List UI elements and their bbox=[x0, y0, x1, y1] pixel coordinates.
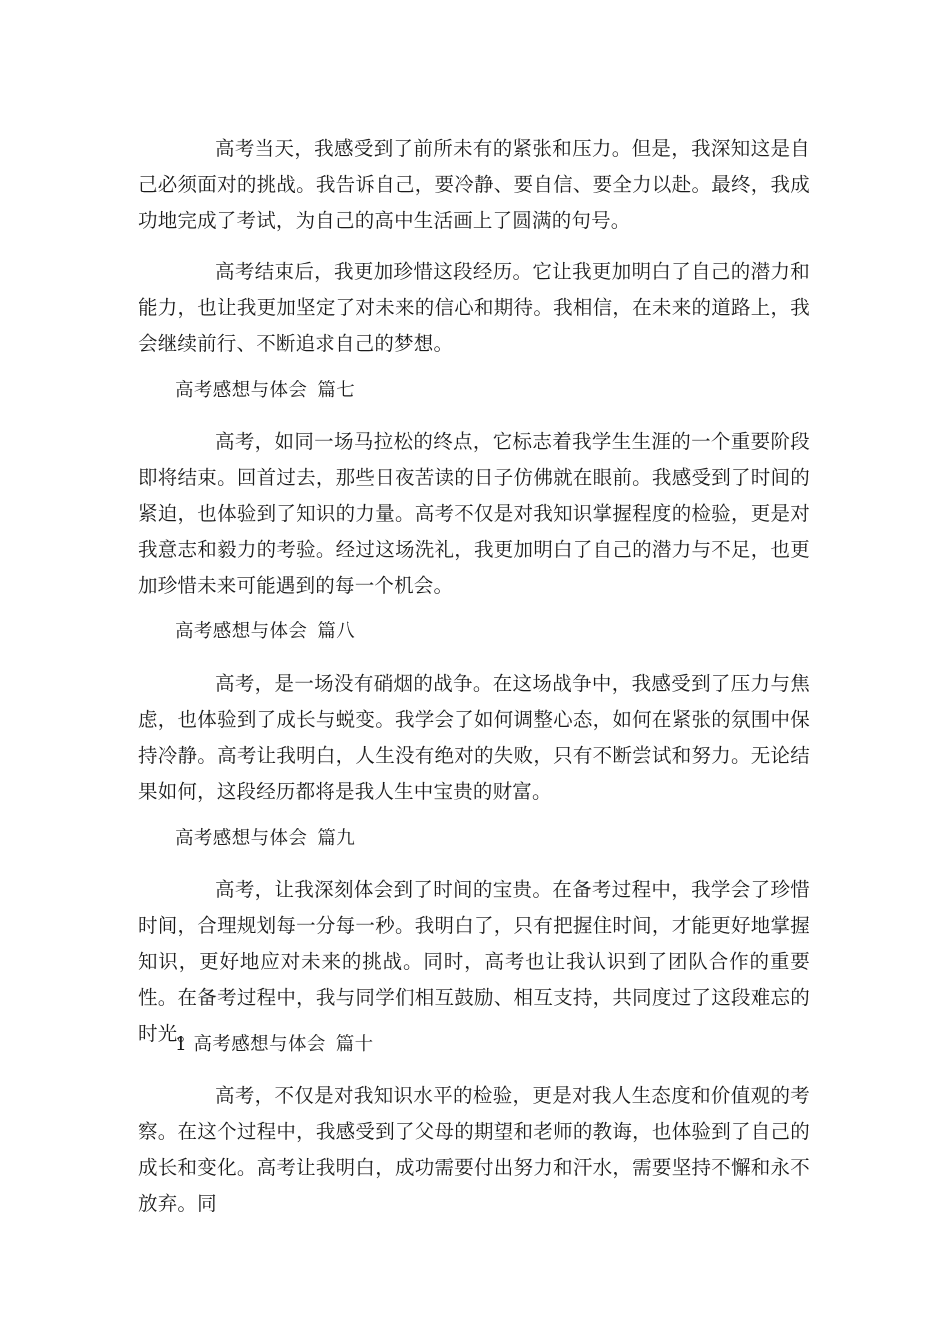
section-text-7: 高考，如同一场马拉松的终点，它标志着我学生生涯的一个重要阶段即将结束。回首过去，那些日夜苦读的日子仿佛就在眼前。我感受到了时间的紧迫，也体验到了知识的力量。高考不仅是对我知识掌握程度的检验，更是对我意志和毅力的考验。经过这场洗礼，我更加明白了自己的潜力与不足，也更加珍惜未来可能遇到的每一个机会。 bbox=[138, 430, 810, 597]
section-heading-part: 篇十 bbox=[335, 1034, 374, 1055]
section-text-10: 高考，不仅是对我知识水平的检验，更是对我人生态度和价值观的考察。在这个过程中，我感受到了父母的期望和老师的教诲，也体验到了自己的成长和变化。高考让我明白，成功需要付出努力和汗水，需要坚持不懈和永不放弃。同 bbox=[138, 1084, 810, 1215]
section-heading-8 bbox=[175, 617, 355, 647]
section-heading-title: 高考感想与体会 bbox=[175, 828, 308, 849]
section-heading-9 bbox=[175, 824, 355, 854]
section-heading-title: 1 高考感想与体会 bbox=[175, 1034, 326, 1055]
paragraph-exam-day: 高考当天，我感受到了前所未有的紧张和压力。但是，我深知这是自己必须面对的挑战。我告诉自己，要冷静、要自信、要全力以赴。最终，我成功地完成了考试，为自己的高中生活画上了圆满的句号。 bbox=[138, 137, 810, 232]
section-text-8: 高考，是一场没有硝烟的战争。在这场战争中，我感受到了压力与焦虑，也体验到了成长与蜕变。我学会了如何调整心态，如何在紧张的氛围中保持冷静。高考让我明白，人生没有绝对的失败，只有不断尝试和努力。无论结果如何，这段经历都将是我人生中宝贵的财富。 bbox=[138, 672, 810, 803]
section-heading-title: 高考感想与体会 bbox=[175, 621, 308, 642]
section-heading-part: 篇七 bbox=[317, 380, 356, 401]
section-heading-part: 篇八 bbox=[317, 621, 356, 642]
section-heading-7 bbox=[175, 376, 355, 406]
section-heading-10 bbox=[175, 1030, 374, 1060]
paragraph-after-exam: 高考结束后，我更加珍惜这段经历。它让我更加明白了自己的潜力和能力，也让我更加坚定了对未来的信心和期待。我相信，在未来的道路上，我会继续前行、不断追求自己的梦想。 bbox=[138, 260, 810, 355]
section-text-9: 高考，让我深刻体会到了时间的宝贵。在备考过程中，我学会了珍惜时间，合理规划每一分每一秒。我明白了，只有把握住时间，才能更好地掌握知识，更好地应对未来的挑战。同时，高考也让我认识到了团队合作的重要性。在备考过程中，我与同学们相互鼓励、相互支持，共同度过了这段难忘的时光。 bbox=[138, 878, 810, 1045]
section-heading-title: 高考感想与体会 bbox=[175, 380, 308, 401]
section-heading-part: 篇九 bbox=[317, 828, 356, 849]
